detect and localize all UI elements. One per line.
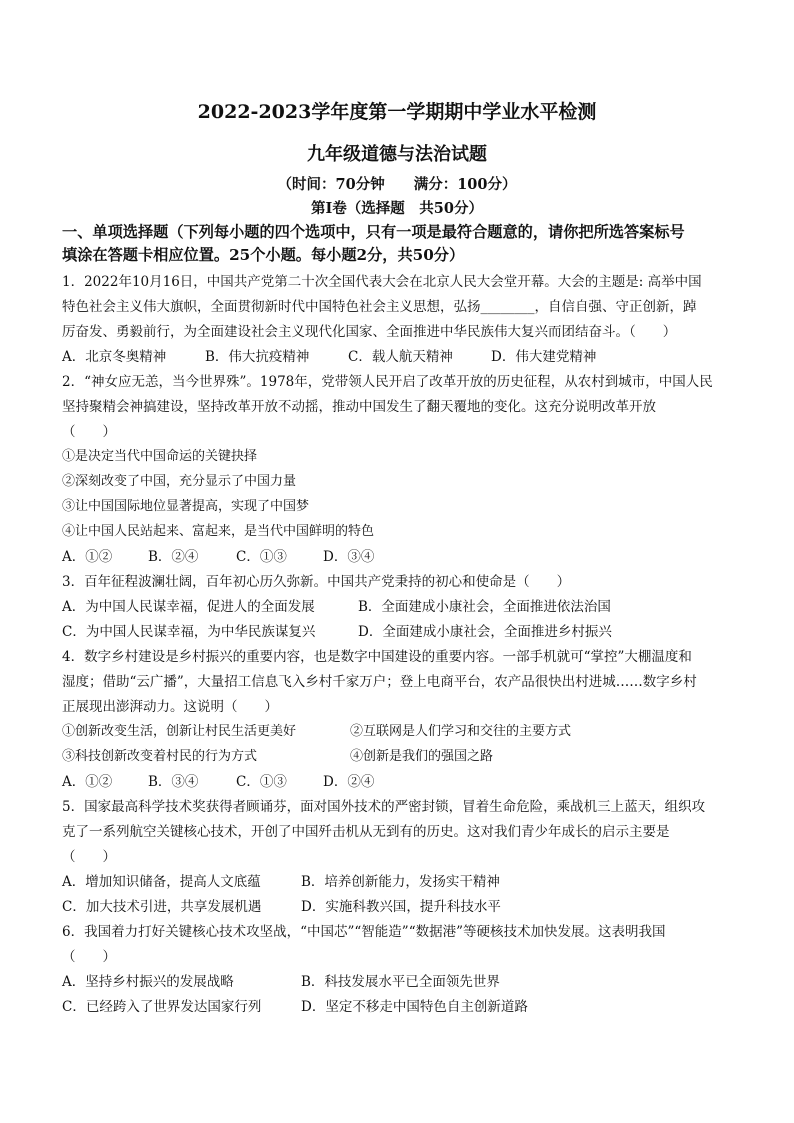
q1-stem-line-3: 厉奋发、勇毅前行，为全面建设社会主义现代化国家、全面推进中华民族伟大复兴而团结奋斗。（ ） (62, 324, 677, 340)
q4-item-3: ③科技创新改变着村民的行为方式 (62, 749, 258, 764)
q5-option-b: B．培养创新能力，发扬实干精神 (301, 874, 500, 890)
q3-stem-line-1: 3．百年征程波澜壮阔，百年初心历久弥新。中国共产党秉持的初心和使命是（ ） (62, 574, 571, 590)
q1-option-c: C．载人航天精神 (348, 349, 453, 365)
q3-option-a: A．为中国人民谋幸福，促进人的全面发展 (62, 599, 315, 615)
q1-stem-line-2: 特色社会主义伟大旗帜，全面贯彻新时代中国特色社会主义思想，弘扬________，自信自强、守正创新，踔 (62, 299, 697, 315)
q2-option-a: A．①② (62, 549, 113, 565)
q5-option-a: A．增加知识储备，提高人文底蕴 (62, 874, 261, 890)
q4-option-a: A．①② (62, 774, 113, 790)
q4-item-2: ②互联网是人们学习和交往的主要方式 (350, 724, 572, 739)
q4-item-1: ①创新改变生活，创新让村民生活更美好 (62, 724, 297, 739)
exam-subtitle: 九年级道德与法治试题 (307, 144, 487, 165)
q2-item-4: ④让中国人民站起来、富起来，是当代中国鲜明的特色 (62, 524, 375, 539)
q2-item-3: ③让中国国际地位显著提高，实现了中国梦 (62, 499, 310, 514)
q2-stem-line-3: （ ） (62, 424, 116, 440)
q6-stem-line-2: （ ） (62, 949, 116, 965)
exam-title: 2022-2023学年度第一学期期中学业水平检测 (197, 101, 597, 123)
q2-item-1: ①是决定当代中国命运的关键抉择 (62, 449, 258, 464)
q1-stem-line-1: 1．2022年10月16日，中国共产党第二十次全国代表大会在北京人民大会堂开幕。大会的主题是: 高举中国 (62, 274, 702, 290)
q2-option-c: C．①③ (236, 549, 287, 565)
volume-heading: 第Ⅰ卷（选择题 共50分） (311, 200, 483, 217)
q1-option-b: B．伟大抗疫精神 (205, 349, 310, 365)
q5-stem-line-1: 5．国家最高科学技术奖获得者顾诵芬，面对国外技术的严密封锁，冒着生命危险，乘战机三上蓝天，组织攻 (62, 799, 706, 815)
q5-stem-line-3: （ ） (62, 849, 116, 865)
q2-item-2: ②深刻改变了中国，充分显示了中国力量 (62, 474, 297, 489)
q4-item-4: ④创新是我们的强国之路 (350, 749, 494, 764)
q3-option-d: D．全面建成小康社会，全面推进乡村振兴 (358, 624, 612, 640)
q4-stem-line-2: 湿度；借助“云广播”，大量招工信息飞入乡村千家万户；登上电商平台，农产品很快出村进城……数字乡村 (62, 674, 697, 690)
q6-option-c: C．已经跨入了世界发达国家行列 (62, 999, 262, 1015)
q6-option-d: D．坚定不移走中国特色自主创新道路 (301, 999, 528, 1015)
q2-option-d: D．③④ (323, 549, 375, 565)
section-instructions-line-1: 一、单项选择题（下列每小题的四个选项中，只有一项是最符合题意的，请你把所选答案标号 (62, 223, 685, 241)
q2-option-b: B．②④ (148, 549, 199, 565)
q5-option-d: D．实施科教兴国，提升科技水平 (301, 899, 501, 915)
q5-option-c: C．加大技术引进，共享发展机遇 (62, 899, 262, 915)
q3-option-c: C．为中国人民谋幸福，为中华民族谋复兴 (62, 624, 316, 640)
q4-stem-line-3: 正展现出澎湃动力。这说明（ ） (62, 699, 278, 715)
q4-option-c: C．①③ (236, 774, 287, 790)
q6-option-b: B．科技发展水平已全面领先世界 (301, 974, 500, 990)
q5-stem-line-2: 克了一系列航空关键核心技术，开创了中国歼击机从无到有的历史。这对我们青少年成长的启示主要是 (62, 824, 670, 840)
q4-option-b: B．③④ (148, 774, 199, 790)
q6-stem-line-1: 6．我国着力打好关键核心技术攻坚战，“中国芯”“智能造”“数据港”等硬核技术加快发展。这表明我国 (62, 924, 666, 940)
q1-option-a: A．北京冬奥精神 (62, 349, 167, 365)
q4-stem-line-1: 4．数字乡村建设是乡村振兴的重要内容，也是数字中国建设的重要内容。一部手机就可“掌控”大棚温度和 (62, 649, 692, 665)
q2-stem-line-1: 2．“神女应无恙，当今世界殊”。1978年，党带领人民开启了改革开放的历史征程，从农村到城市，中国人民 (62, 374, 713, 390)
exam-time-info: （时间：70分钟 满分：100分） (277, 176, 517, 193)
q6-option-a: A．坚持乡村振兴的发展战略 (62, 974, 234, 990)
q3-option-b: B．全面建成小康社会，全面推进依法治国 (358, 599, 611, 615)
section-instructions-line-2: 填涂在答题卡相应位置。25个小题。每小题2分，共50分） (62, 246, 465, 264)
q1-option-d: D．伟大建党精神 (491, 349, 597, 365)
q4-option-d: D．②④ (323, 774, 375, 790)
q2-stem-line-2: 坚持聚精会神搞建设，坚持改革开放不动摇，推动中国发生了翻天覆地的变化。这充分说明改革开放 (62, 399, 656, 415)
